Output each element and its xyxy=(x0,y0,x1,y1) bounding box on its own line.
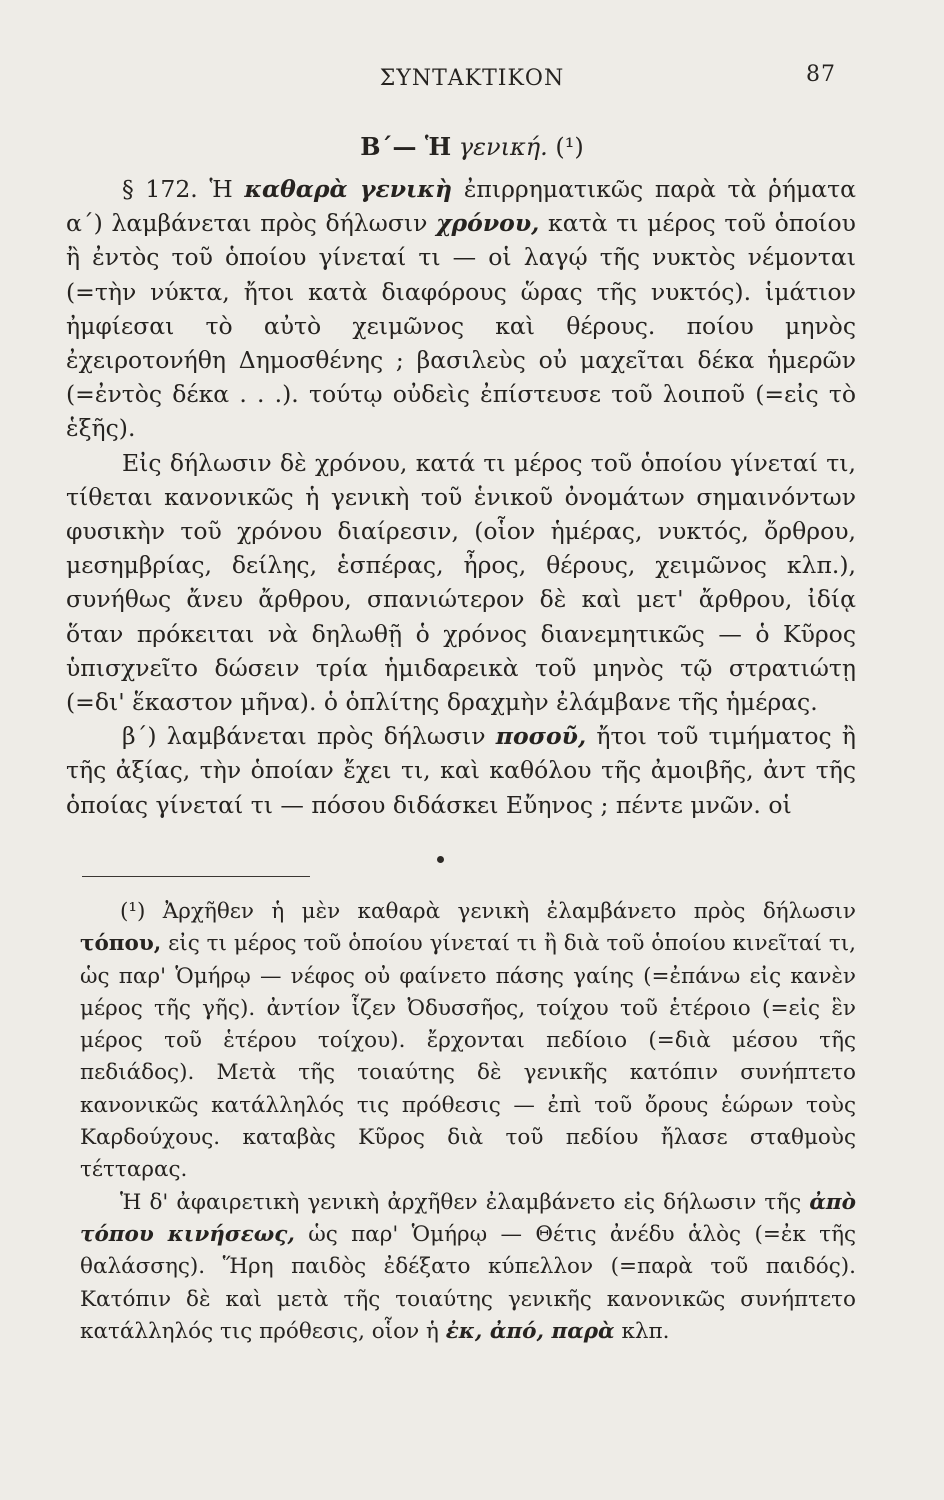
para172-s3: ἐπιρρηματικῶς παρὰ τὰ ῥήματα α΄) λαμβάνεται πρὸς δήλωσιν xyxy=(66,175,856,238)
footnote2-s3: ὡς παρ' Ὁμήρῳ — Θέτις ἀνέδυ ἁλὸς (=ἐκ τῆς θαλάσσης). Ἥρη παιδὸς ἐδέξατο κύπελλον (=παρὰ τοῦ παιδός). Κατόπιν δὲ καὶ μετὰ τῆς τοιαύτης γενικῆς κανονικῶς συνήπτετο κατάλληλός τις πρόθεσις, οἷον ἡ xyxy=(80,1221,856,1344)
paragraph-time-division: Εἰς δήλωσιν δὲ χρόνου, κατά τι μέρος τοῦ ὁποίου γίνεταί τι, τίθεται κανονικῶς ἡ γενικὴ τοῦ ἑνικοῦ ὀνομάτων σημαινόντων φυσικὴν τοῦ χρόνου διαίρεσιν, (οἷον ἡμέρας, νυκτός, ὄρθρου, μεσημβρίας, δείλης, ἑσπέρας, ἦρος, θέρους, χειμῶνος κλπ.), συνήθως ἄνευ ἄρθρου, σπανιώτερον δὲ καὶ μετ' ἄρθρου, ἰδίᾳ ὅταν πρόκειται νὰ δηλωθῇ ὁ χρόνος διανεμητικῶς — ὁ Κῦρος ὑπισχνεῖτο δώσειν τρία ἡμιδαρεικὰ τοῦ μηνὸς τῷ στρατιώτῃ (=δι' ἕκαστον μῆνα). ὁ ὁπλίτης δραχμὴν ἐλάμβανε τῆς ἡμέρας. xyxy=(66,448,856,717)
footnote2-s1: Ἡ δ' ἀφαιρετικὴ γενικὴ ἀρχῆθεν ἐλαμβάνετο εἰς δήλωσιν τῆς xyxy=(120,1189,802,1215)
main-text xyxy=(66,172,856,822)
running-title: ΣΥΝΤΑΚΤΙΚΟΝ xyxy=(379,66,565,91)
footnote-2 xyxy=(80,1187,856,1348)
footnote2-term-apo-topou: ἀπὸ τόπου κινήσεως, xyxy=(80,1189,856,1247)
para3-term-posou: ποσοῦ, xyxy=(495,722,587,751)
footnote-rule xyxy=(82,876,310,877)
paragraph-172 xyxy=(66,172,856,446)
section-label: Β΄— Ἡ xyxy=(360,132,452,161)
footnote1-s3: εἰς τι μέρος τοῦ ὁποίου γίνεταί τι ἢ διὰ τοῦ ὁποίου κινεῖταί τι, ὡς παρ' Ὁμήρῳ — νέφος οὐ φαίνετο πάσης γαίης (=ἐπάνω εἰς κανὲν μέρος τῆς γῆς). ἀντίον ἷζεν Ὀδυσσῆος, τοίχου τοῦ ἑτέροιο (=εἰς ἓν μέρος τοῦ ἑτέρου τοίχου). ἔρχονται πεδίοιο (=διὰ μέσου τῆς πεδιάδος). Μετὰ τῆς τοιαύτης δὲ γενικῆς κατόπιν συνήπτετο κανονικῶς κατάλληλός τις πρόθεσις — ἐπὶ τοῦ ὄρους ἑώρων τοὺς Καρδούχους. καταβὰς Κῦρος διὰ τοῦ πεδίου ἤλασε σταθμοὺς τέτταρας. xyxy=(80,931,856,1183)
footnote2-term-prepositions: ἐκ, ἀπό, παρὰ xyxy=(445,1318,615,1344)
footnote2-s5: κλπ. xyxy=(621,1318,670,1344)
footnote1-s1: (¹) Ἀρχῆθεν ἡ μὲν καθαρὰ γενικὴ ἐλαμβάνετο πρὸς δήλωσιν xyxy=(120,899,856,924)
footnotes xyxy=(80,896,856,1348)
para172-term-kathara-geniki: καθαρὰ γενικὴ xyxy=(244,175,453,203)
para3-s1: β΄) λαμβάνεται πρὸς δήλωσιν xyxy=(122,722,486,751)
section-heading xyxy=(0,132,944,161)
printer-dot xyxy=(437,856,444,863)
para3-s3: ἤτοι τοῦ τιμήματος ἢ τῆς ἀξίας, τὴν ὁποίαν ἔχει τι, καὶ καθόλου τῆς ἀμοιβῆς, ἀντ τῆς ὁποίας γίνεταί τι — πόσου διδάσκει Εὔηνος ; πέντε μνῶν. οἱ xyxy=(66,722,856,819)
section-title: γενική. xyxy=(458,133,548,161)
para172-s1: § 172. Ἡ xyxy=(122,175,233,203)
paragraph-b-posou xyxy=(66,719,856,822)
para172-term-chronou: χρόνου, xyxy=(436,209,540,238)
footnote1-term-topou: τόπου, xyxy=(80,931,162,957)
page-number: 87 xyxy=(806,62,836,87)
footnote-1 xyxy=(80,896,856,1187)
running-header xyxy=(0,62,944,92)
para172-s5: κατὰ τι μέρος τοῦ ὁποίου ἢ ἐντὸς τοῦ ὁποίου γίνεταί τι — οἱ λαγῴ τῆς νυκτὸς νέμονται (=τὴν νύκτα, ἤτοι κατὰ διαφόρους ὥρας τῆς νυκτός). ἱμάτιον ἠμφίεσαι τὸ αὐτὸ χειμῶνος καὶ θέρους. ποίου μηνὸς ἐχειροτονήθη Δημοσθένης ; βασιλεὺς οὐ μαχεῖται δέκα ἡμερῶν (=ἐντὸς δέκα . . .). τούτῳ οὐδεὶς ἐπίστευσε τοῦ λοιποῦ (=εἰς τὸ ἑξῆς). xyxy=(66,209,856,443)
section-footnote-ref: (¹) xyxy=(555,133,584,161)
